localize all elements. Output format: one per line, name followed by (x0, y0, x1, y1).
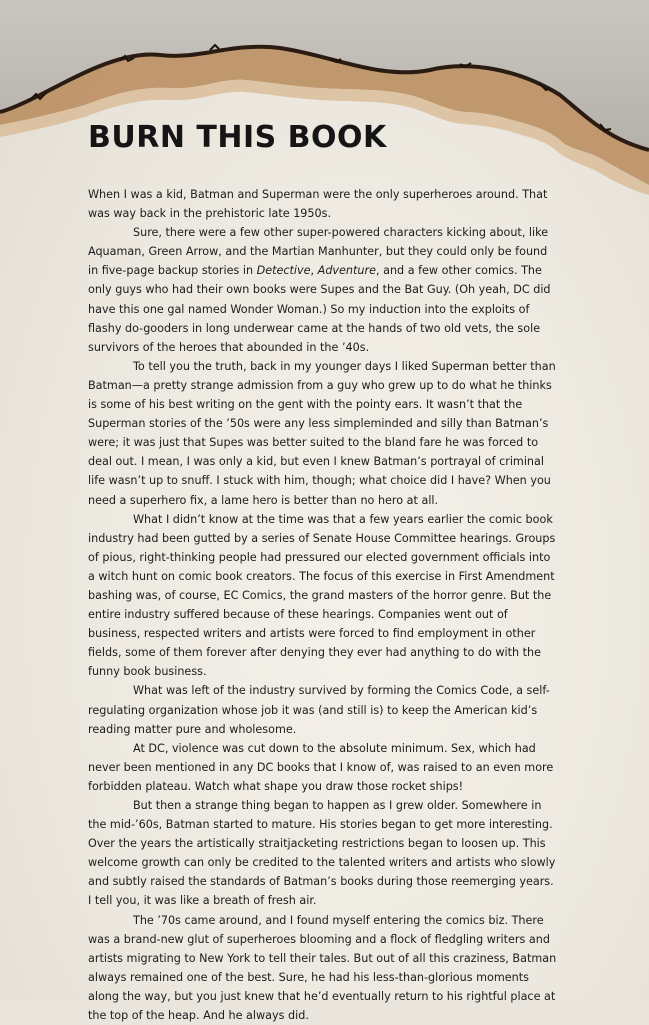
body-paragraph: What was left of the industry survived by forming the Comics Code, a self-regulating organization whose job it was (and still is) to keep the American kid’s reading matter pure and wholesome. (88, 684, 550, 736)
body-paragraph: What I didn’t know at the time was that a few years earlier the comic book industry had been gutted by a series of Senate House Committee hearings. Groups of pious, right-thinking people had pressured our elected government officials into a witch hunt on comic book creators. The focus of this exercise in First Amendment bashing was, of course, EC Comics, the grand masters of the horror genre. But the entire industry suffered because of these hearings. Companies went out of business, respected writers and artists were forced to find employment in other fields, some of them forever after denying they ever had anything to do with the funny book business. (88, 512, 556, 679)
burned-edge (0, 0, 649, 200)
body-paragraph: The ’70s came around, and I found myself entering the comics biz. There was a brand-new glut of superheroes blooming and a flock of fledgling writers and artists migrating to New York to tell their tales. But out of all this craziness, Batman always remained one of the best. Sure, he had his less-than-glorious moments along the way, but you just knew that he’d eventually return to his rightful place at the top of the heap. And he always did. (88, 913, 557, 1023)
body-paragraph: At DC, violence was cut down to the absolute minimum. Sex, which had never been mentioned in any DC books that I know of, was raised to an even more forbidden plateau. Watch what shape you draw those rocket ships! (88, 741, 554, 793)
body-text (88, 185, 558, 1025)
body-paragraph: But then a strange thing began to happen as I grew older. Somewhere in the mid-’60s, Batman started to mature. His stories began to get more interesting. Over the years the artistically straitjacketing restrictions began to loosen up. This welcome growth can only be credited to the talented writers and artists who slowly and subtly raised the standards of Batman’s books during those reemerging years. I tell you, it was like a breath of fresh air. (88, 799, 556, 908)
italic-title: Detective (256, 264, 311, 278)
page-title: BURN THIS BOOK (88, 120, 387, 155)
body-paragraph: To tell you the truth, back in my younger days I liked Superman better than Batman—a pretty strange admission from a guy who grew up to do what he thinks is some of his best writing on the gent with the pointy ears. It wasn’t that the Superman stories of the ’50s were any less simpleminded and silly than Batman’s were; it was just that Supes was better suited to the bland fare he was forced to deal out. I mean, I was only a kid, but even I knew Batman’s portrayal of criminal life wasn’t up to snuff. I stuck with him, though; what choice did I have? When you need a superhero fix, a lame hero is better than no hero at all. (88, 359, 556, 507)
italic-title: Adventure (317, 264, 376, 278)
body-paragraph: Sure, there were a few other super-powered characters kicking about, like Aquaman, Green Arrow, and the Martian Manhunter, but they could only be found in five-page backup stories in Detective, Adventure, and a few other comics. The only guys who had their own books were Supes and the Bat Guy. (Oh yeah, DC did have this one gal named Wonder Woman.) So my induction into the exploits of flashy do-gooders in long underwear came at the hands of two old vets, the sole survivors of the heroes that abounded in the ’40s. (88, 226, 551, 354)
body-paragraph: When I was a kid, Batman and Superman were the only superheroes around. That was way back in the prehistoric late 1950s. (88, 188, 548, 221)
